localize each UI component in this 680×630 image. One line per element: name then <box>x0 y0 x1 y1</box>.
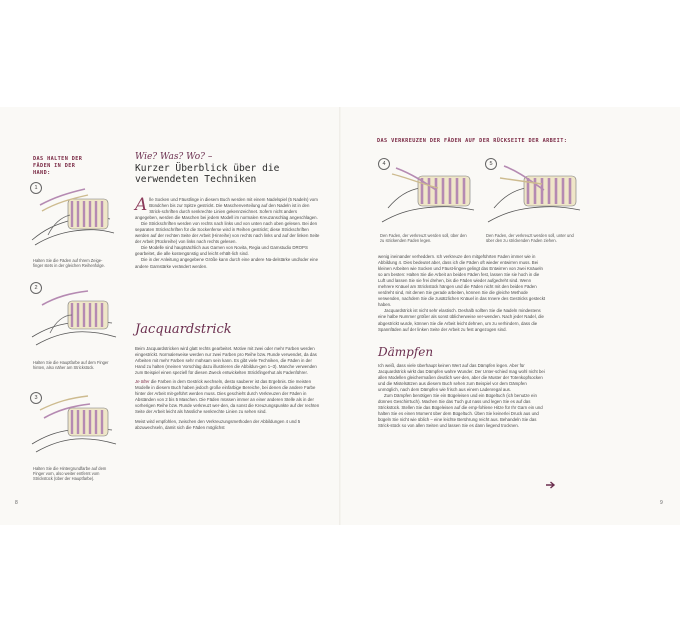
emphasis-lead: Je öfter <box>135 379 150 385</box>
jacquard-paragraph: Meist wird empfohlen, zwischen den Verkreuzungsmethoden der Abbildungen 4 und 5 abzuwechseln, damit sich die Fäden möglichst <box>135 418 301 430</box>
caption-hand-2: Halten Sie die Hauptfarbe auf dem Finger hinten, also näher am Strickstück. <box>33 360 109 371</box>
step-number-1: 1 <box>30 182 42 194</box>
step-number-5: 5 <box>485 158 497 170</box>
daempfen-paragraph: Zum Dämpfen benötigen Sie ein Bügeleisen und ein Bügeltuch (ich benutze ein dünnes Geschirrtuch). Machen Sie das Tuch gut nass und legen Sie es auf das Strickstück. Stellen Sie das Bügeleisen auf die emp-fohlene Hitze für Ihr Garn ein und halten Sie es einen Moment über dem Bügeltuch. Üben Sie keinerlei Druck aus und bügeln Sie nicht wie üblich – eine leichte Berührung reicht aus. Behandeln Sie das Strick-stück so von allen Seiten und lassen Sie es dann liegend trocknen. <box>378 393 543 429</box>
page-title-line-2: verwendeten Techniken <box>135 174 257 185</box>
caption-hand-1: Halten Sie die Fäden auf Ihrem Zeige-finger stets in der gleichen Reihenfolge. <box>33 258 105 269</box>
drop-cap: A <box>135 195 148 215</box>
step-number-2: 2 <box>30 282 42 294</box>
section-title-daempfen: Dämpfen <box>378 345 434 359</box>
page-title-line-1: Kurzer Überblick über die <box>135 163 280 174</box>
jacquard-paragraph: die Farben in dem Gestrick wechseln, desto sauberer ist das Ergebnis. Die meisten Modelle in diesem Buch haben jedoch große einfarbige Bereiche, bei denen die andere Farbe hinter der Arbeit mit-geführt werden muss. Dies geschieht durch Verkreuzen der Fäden in Abständen von 2 bis 5 Maschen. Die Fäden müssen immer an einer anderen Stelle als in der vorherigen Reihe bzw. Runde verkreuzt wer-den, da sonst die Kreuzungspunkte auf der rechten Seite der Arbeit leicht als hässliche senkrechte Linien zu sehen sind. <box>135 379 320 415</box>
intro-paragraph: Die Strickschriften werden von rechts nach links und von unten nach oben gelesen. Bei den separaten Strickschriften für die Sockenferse wird in Reihen gestrickt; diese Strickschriften werden auf der rechten Seite der Arbeit (Hinreihe) von rechts nach links und auf der linken Seite der Arbeit (Rückreihe) von links nach rechts gelesen. <box>135 221 320 245</box>
jacquard-text <box>135 346 320 431</box>
illustration-hand-5 <box>484 160 584 232</box>
intro-paragraph: Die Modelle sind hauptsächlich aus Garnen von Novita, Regia und Garnstudio DROPS gearbeitet, die alle kostengünstig und leicht erhält-lich sind. <box>135 245 308 257</box>
caption-hand-3: Halten Sie die Hintergrundfarbe auf dem Finger vorn, also weiter entfernt vom Strickstück (über der Hauptfarbe). <box>33 466 107 482</box>
sidebar-heading-holding-yarn: DAS HALTEN DER FÄDEN IN DER HAND: <box>33 156 83 176</box>
intro-paragraph: lle Socken und Fäustlinge in diesem Buch werden mit einem Nadelspiel (5 Nadeln) vom Bündchen bis zur Spitze gestrickt. Die Maschenverteilung auf den Nadeln ist in den Strick-schriften durch senkrechte Linien gekennzeichnet. Sofern nicht anders angegeben, werden die Maschen bei jedem Modell im normalen Kreuzanschlag angeschlagen. <box>135 197 318 221</box>
daempfen-paragraph: Ich weiß, dass viele überhaupt keinen Wert auf das Dämpfen legen. Aber für Jacquardstrick wirkt das Dämpfen wahre Wunder. Der Unter-schied mag wohl nicht bei allen Modellen gleichermaßen deutlich wer-den, aber die Muster der Totenkopfsocken und die Mistelsätzen aus diesem Buch sehen zum Beispiel vor dem Dämpfen unmöglich, nach dem Dämpfen wie frisch aus einem Ladenregal aus. <box>378 363 545 393</box>
illustration-hand-3 <box>30 396 118 458</box>
illustration-hand-1 <box>30 185 118 253</box>
illustration-hand-2 <box>30 287 118 353</box>
step-number-3: 3 <box>30 392 42 404</box>
page-number-left: 8 <box>15 500 18 506</box>
jacquard-paragraph: Beim Jacquardstricken wird glatt rechts gearbeitet. Motive mit zwei oder mehr Farben werden eingestrickt. Normalerweise werden nur zwei Farben pro Reihe bzw. Runde verwendet, da das Arbeiten mit mehr Farben sehr mühsam sein kann. Es gibt viele Techniken, die Fäden in der Hand zu halten (meinen Vorschlag dazu illustrieren die Abbildun-gen 1–3). Manche verwenden zum Beispiel einen speziell für diesen Zweck entwickelten Strickfingerhut als Fadenführer. <box>135 346 317 376</box>
intro-text <box>135 197 320 270</box>
script-subtitle: Wie? Was? Wo? – <box>135 152 213 162</box>
intro-paragraph: Die in der Anleitung angegebene Größe kann durch eine andere Na-delstärke und/oder eine andere Garnstärke verändert werden. <box>135 257 319 269</box>
section-title-jacquard: Jacquardstrick <box>135 322 232 337</box>
illustration-hand-4 <box>378 160 478 232</box>
continue-arrow-icon <box>546 476 556 494</box>
caption-hand-5: Den Faden, der verkreuzt werden soll, unter und über den zu strickenden Faden ziehen. <box>486 233 574 244</box>
daempfen-text <box>378 363 546 430</box>
step-number-4: 4 <box>378 158 390 170</box>
right-paragraph: wenig ineinander verheddern. Ich verkreuze den mitgeführten Faden immer wie in Abbildung 4. Dies bedeutet aber, dass ich die Fäden oft wieder entwirren muss. Bei kleinen Arbeiten wie Socken und Fäust-lingen gelingt das Entwirren von zwei Knäueln so am besten: Halten Sie die Arbeit an beiden Fäden fest, lassen Sie sie hoch in die Luft und lassen Sie sie frei drehen, bis die Fäden wieder aufgedreht sind. Wenn mehrere Knäuel am Strickstück hängen und die Fäden nicht mit den beiden Fäden verdreht sind, mit denen Sie gerade arbeiten, können Sie die gleiche Methode verwenden, nachdem Sie die zusätzlichen Knäuel in das Innere des Gestricks gesteckt haben. <box>378 254 546 308</box>
caption-hand-4: Den Faden, der verkreuzt werden soll, über den zu strickenden Faden legen. <box>380 233 467 244</box>
right-paragraph: Jacquardstrick ist nicht sehr elastisch. Deshalb sollten Sie die Nadeln mindestens eine halbe Nummer größer als sonst üblicherweise ver-wenden. Nach jeder Nadel, die abgestrickt wurde, können Sie die Arbeit leicht dehnen, um zu verhindern, dass die Spannfäden auf der linken Seite der Arbeit zu fest angezogen sind. <box>378 308 544 332</box>
right-section-heading: DAS VERKREUZEN DER FÄDEN AUF DER RÜCKSEITE DER ARBEIT: <box>377 138 568 144</box>
book-gutter <box>339 107 341 525</box>
left-main-column <box>135 152 320 270</box>
right-text <box>378 254 546 333</box>
page-number-right: 9 <box>660 500 663 506</box>
